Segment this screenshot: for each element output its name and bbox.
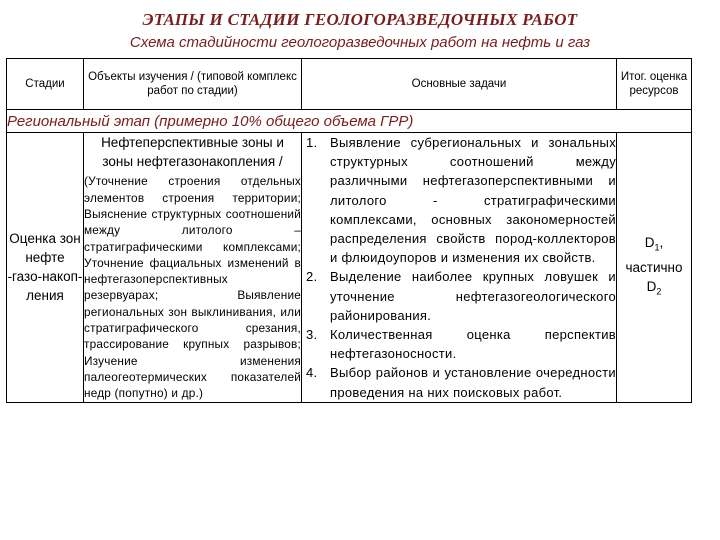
list-item: 3. Количественная оценка перспектив нефтегазоносности.	[306, 327, 616, 362]
resource-qualifier: частично	[625, 259, 683, 275]
stage-cell: Оценка зон нефте -газо-накоп-ления	[7, 133, 84, 403]
column-header-stage: Стадии	[7, 59, 84, 110]
column-header-objects: Объекты изучения / (типовой комплекс работ по стадии)	[84, 59, 302, 110]
resource-category-d1: $D_1$,	[644, 235, 664, 253]
page-title: ЭТАПЫ И СТАДИИ ГЕОЛОГОРАЗВЕДОЧНЫХ РАБОТ	[142, 10, 578, 29]
page-subtitle: Схема стадийности геологоразведочных работ на нефть и газ	[129, 34, 591, 51]
stage-band-row	[7, 110, 692, 133]
tasks-list	[302, 133, 616, 402]
stages-table	[6, 58, 692, 403]
list-item: 1. Выявление субрегиональных и зональных структурных соотношений между различными нефтегазоперспективными и литолого - стратиграфическими комплексами, основных закономерностей распределения свойств пород-коллекторов и флюидоупоров и изменения их свойств.	[306, 135, 616, 266]
resources-cell	[617, 133, 692, 403]
objects-work-list: (Уточнение строения отдельных элементов строения территории; Выяснение структурных соотношений между литолого – стратиграфическими комплексами; Уточнение фациальных изменений в нефтегазоперспективных резервуарах; Выявление региональных зон выклинивания, или стратиграфического срезания, трассирование крупных разрывов; Изучение изменения палеогеотермических показателей недр (попутно) и др.)	[84, 174, 301, 401]
table-row	[7, 133, 692, 403]
resource-category-d2: $D_2$	[646, 278, 662, 297]
tasks-cell	[302, 133, 617, 403]
column-header-resources: Итог. оценка ресурсов	[617, 59, 692, 110]
column-header-tasks: Основные задачи	[302, 59, 617, 110]
table-header-row	[7, 59, 692, 110]
list-item: 2. Выделение наиболее крупных ловушек и уточнение нефтегазогеологического районирования.	[306, 269, 616, 323]
list-item: 4. Выбор районов и установление очередности проведения на них поисковых работ.	[306, 365, 616, 400]
objects-cell	[84, 133, 302, 403]
objects-heading: Нефтеперспективные зоны и зоны нефтегазонакопления /	[101, 135, 284, 170]
regional-stage-band: Региональный этап (примерно 10% общего объема ГРР)	[7, 110, 692, 133]
